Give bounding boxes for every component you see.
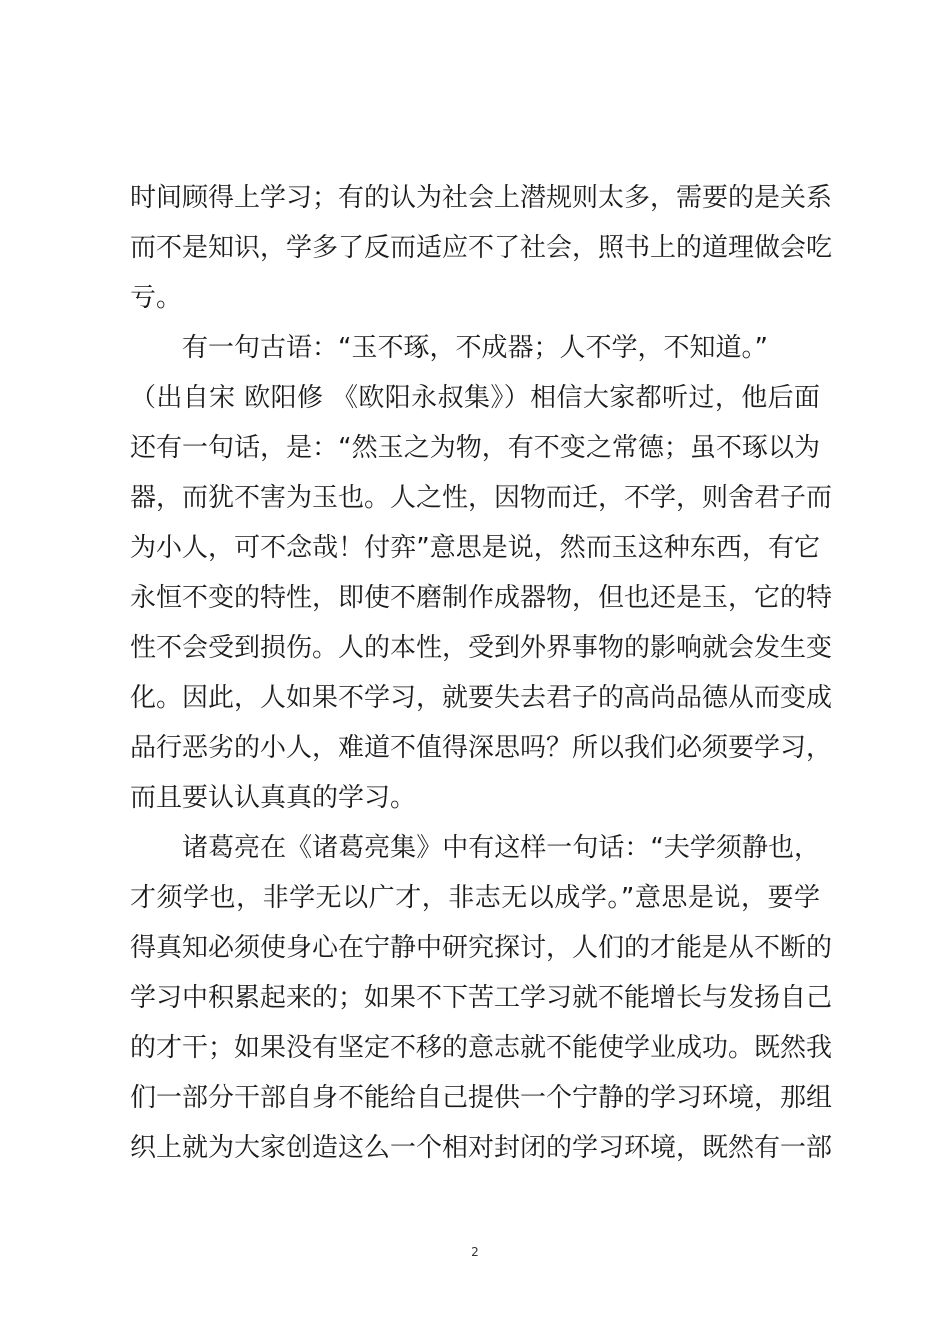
paragraph-2-line-5: 为小人，可不念哉！付弈”意思是说，然而玉这种东西，有它 <box>130 533 820 563</box>
paragraph-2-line-7: 性不会受到损伤。人的本性，受到外界事物的影响就会发生变 <box>130 633 833 663</box>
paragraph-2-line-8: 化。因此，人如果不学习，就要失去君子的高尚品德从而变成 <box>130 683 833 713</box>
paragraph-2-line-1: 有一句古语：“玉不琢，不成器；人不学，不知道。” <box>182 333 768 363</box>
paragraph-2-line-3: 还有一句话，是：“然玉之为物，有不变之常德；虽不琢以为 <box>130 433 820 463</box>
paragraph-2-line-10: 而且要认认真真的学习。 <box>130 783 417 813</box>
paragraph-3-line-3: 得真知必须使身心在宁静中研究探讨，人们的才能是从不断的 <box>130 933 833 963</box>
paragraph-3-line-6: 们一部分干部自身不能给自己提供一个宁静的学习环境，那组 <box>130 1083 833 1113</box>
paragraph-3-line-7: 织上就为大家创造这么一个相对封闭的学习环境，既然有一部 <box>130 1133 833 1163</box>
paragraph-3-line-4: 学习中积累起来的；如果不下苦工学习就不能增长与发扬自己 <box>130 983 833 1013</box>
paragraph-3-line-2: 才须学也，非学无以广才，非志无以成学。”意思是说，要学 <box>130 883 820 913</box>
paragraph-2-line-4: 器，而犹不害为玉也。人之性，因物而迁，不学，则舍君子而 <box>130 483 833 513</box>
paragraph-3-line-5: 的才干；如果没有坚定不移的意志就不能使学业成功。既然我 <box>130 1033 833 1063</box>
paragraph-1-line-2: 而不是知识，学多了反而适应不了社会，照书上的道理做会吃 <box>130 233 833 263</box>
paragraph-3-line-1: 诸葛亮在《诸葛亮集》中有这样一句话：“夫学须静也， <box>182 833 820 863</box>
paragraph-2-line-6: 永恒不变的特性，即使不磨制作成器物，但也还是玉，它的特 <box>130 583 833 613</box>
paragraph-2-line-2: （出自宋 欧阳修 《欧阳永叔集》）相信大家都听过，他后面 <box>130 383 820 413</box>
paragraph-1-line-3: 亏。 <box>130 283 183 313</box>
paragraph-2-line-9: 品行恶劣的小人，难道不值得深思吗？所以我们必须要学习， <box>130 733 833 763</box>
paragraph-1-line-1: 时间顾得上学习；有的认为社会上潜规则太多，需要的是关系 <box>130 183 833 213</box>
page-number: 2 <box>471 1245 479 1259</box>
